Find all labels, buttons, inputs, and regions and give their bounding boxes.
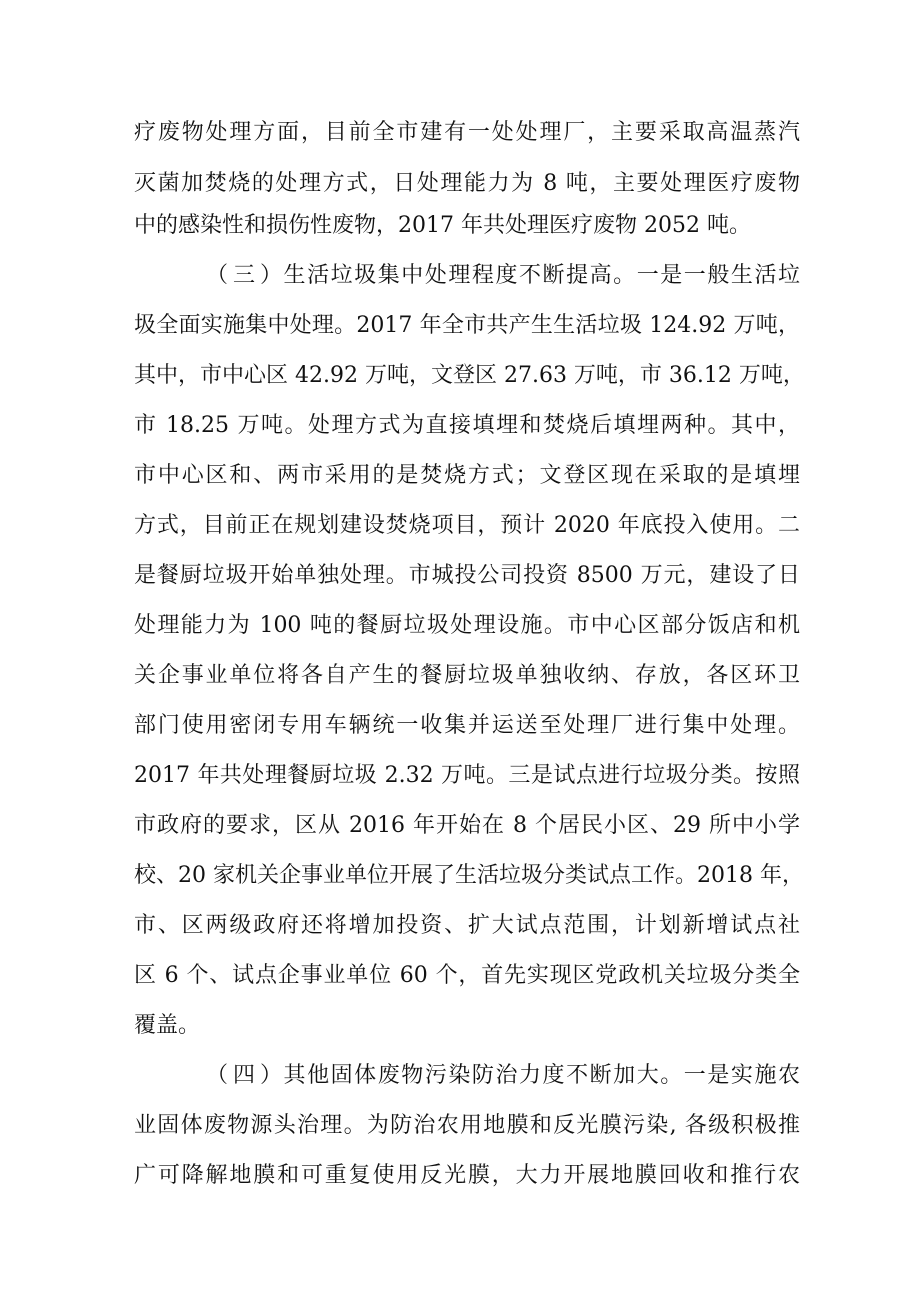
paragraph-line: 圾全面实施集中处理。2017 年全市共产生生活垃圾 124.92 万吨， [134, 313, 800, 338]
section-number-four: （四） [206, 1063, 282, 1088]
paragraph-line: 灭菌加焚烧的处理方式，日处理能力为 8 吨，主要处理医疗废物 [134, 171, 800, 196]
paragraph-line: 疗废物处理方面，目前全市建有一处处理厂，主要采取高温蒸汽 [134, 120, 800, 145]
paragraph-line: 处理能力为 100 吨的餐厨垃圾处理设施。市中心区部分饭店和机 [134, 613, 800, 638]
paragraph-line: 业固体废物源头治理。为防治农用地膜和反光膜污染, 各级积极推 [134, 1113, 800, 1138]
paragraph-line: 其中，市中心区 42.92 万吨，文登区 27.63 万吨，市 36.12 万吨， [134, 363, 805, 388]
paragraph-line: 广可降解地膜和可重复使用反光膜，大力开展地膜回收和推行农 [134, 1163, 800, 1188]
paragraph-line: 是餐厨垃圾开始单独处理。市城投公司投资 8500 万元，建设了日 [134, 563, 800, 588]
paragraph-line: 市、区两级政府还将增加投资、扩大试点范围，计划新增试点社 [134, 913, 800, 938]
paragraph-text: 其他固体废物污染防治力度不断加大。一是实施农 [282, 1063, 800, 1088]
paragraph-line: 市中心区和、两市采用的是焚烧方式；文登区现在采取的是填埋 [134, 463, 800, 488]
paragraph-line: 覆盖。 [134, 1013, 201, 1038]
paragraph-line: 区 6 个、试点企事业单位 60 个，首先实现区党政机关垃圾分类全 [134, 963, 800, 988]
paragraph-line: 部门使用密闭专用车辆统一收集并运送至处理厂进行集中处理。 [134, 713, 800, 738]
paragraph-line: 市 18.25 万吨。处理方式为直接填埋和焚烧后填埋两种。其中， [134, 413, 800, 438]
paragraph-line: 校、20 家机关企事业单位开展了生活垃圾分类试点工作。2018 年， [134, 863, 804, 888]
paragraph-line: 中的感染性和损伤性废物，2017 年共处理医疗废物 2052 吨。 [134, 213, 751, 238]
section-heading-line [206, 1065, 800, 1087]
paragraph-line: 方式，目前正在规划建设焚烧项目，预计 2020 年底投入使用。二 [134, 513, 800, 538]
section-heading-line [206, 265, 800, 287]
paragraph-line: 市政府的要求，区从 2016 年开始在 8 个居民小区、29 所中小学 [134, 813, 800, 838]
paragraph-line: 关企事业单位将各自产生的餐厨垃圾单独收纳、存放，各区环卫 [134, 663, 800, 688]
paragraph-line: 2017 年共处理餐厨垃圾 2.32 万吨。三是试点进行垃圾分类。按照 [134, 763, 800, 788]
section-number-three: （三） [206, 263, 282, 288]
paragraph-text: 生活垃圾集中处理程度不断提高。一是一般生活垃 [282, 263, 800, 288]
